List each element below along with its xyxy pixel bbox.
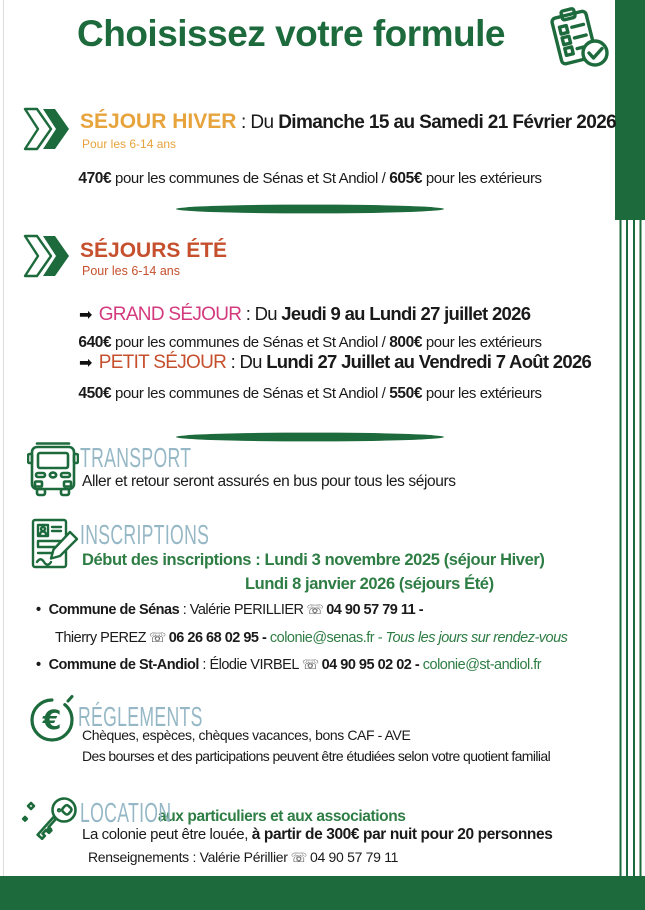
contact-standiol-line xyxy=(36,652,567,680)
double-chevron-icon xyxy=(22,233,70,284)
contact-senas-line2 xyxy=(36,625,567,653)
price-ext: 800€ xyxy=(389,334,423,351)
key-icon xyxy=(18,792,84,863)
reglements-title-text: RÉGLEMENTS xyxy=(78,701,203,732)
sejour-hiver-ages: Pour les 6-14 ans xyxy=(82,137,177,151)
transport-heading xyxy=(80,442,257,474)
phone-number: 04 90 57 79 11 - xyxy=(326,602,424,618)
bus-icon xyxy=(27,440,79,503)
grand-sejour-label: GRAND SÉJOUR xyxy=(98,304,242,325)
petit-sejour-label: PETIT SÉJOUR xyxy=(98,352,227,373)
inscriptions-title-text: INSCRIPTIONS xyxy=(80,519,210,550)
contact-text: Thierry PEREZ xyxy=(55,629,146,646)
phone-icon: ☏ xyxy=(149,629,166,646)
inscriptions-start-line1: Début des inscriptions : Lundi 3 novembre 2025 (séjour Hiver) xyxy=(82,551,545,569)
phone-icon: ☏ xyxy=(306,602,324,618)
grand-sejour-dates: Jeudi 9 au Lundi 27 juillet 2026 xyxy=(281,303,531,324)
price-local: 640€ xyxy=(78,334,112,351)
email-senas-link[interactable]: colonie@senas.fr xyxy=(269,629,375,646)
location-heading xyxy=(80,797,406,829)
contact-senas-line1 xyxy=(36,597,567,625)
sejour-hiver-dates: Dimanche 15 au Samedi 21 Février 2026 xyxy=(278,112,617,133)
petit-sejour-price xyxy=(10,385,610,403)
right-arrow-icon: ➡ xyxy=(79,353,92,372)
bullet-icon: • xyxy=(36,602,41,618)
right-arrow-icon: ➡ xyxy=(79,305,92,324)
contact-text: : Valérie PERILLIER xyxy=(179,602,304,618)
location-contact xyxy=(88,849,398,866)
price-local: 450€ xyxy=(78,385,112,402)
transport-body: Aller et retour seront assurés en bus pour tous les séjours xyxy=(82,473,456,490)
location-title xyxy=(80,797,172,829)
sejour-hiver-heading xyxy=(80,110,616,134)
grand-sejour-price xyxy=(10,334,610,352)
petit-sejour-heading xyxy=(79,351,591,374)
price-ext: 605€ xyxy=(389,170,423,187)
phone-icon: ☏ xyxy=(290,851,307,866)
sejour-hiver-price xyxy=(10,170,610,188)
location-body-text: La colonie peut être louée, xyxy=(82,826,252,843)
registration-form-icon xyxy=(28,517,80,578)
petit-sejour-dates: Lundi 27 Juillet au Vendredi 7 Août 2026 xyxy=(266,351,592,372)
reglements-line2: Des bourses et des participations peuvent être étudiées selon votre quotient familial xyxy=(82,748,551,764)
commune-senas: Commune de Sénas xyxy=(48,602,180,618)
location-body xyxy=(82,826,552,844)
commune-standiol: Commune de St-Andiol xyxy=(48,657,199,673)
contact-note: Tous les jours sur rendez-vous xyxy=(385,629,568,646)
grand-sejour-heading xyxy=(79,303,530,326)
date-prefix: : Du xyxy=(226,351,267,372)
svg-text:€: € xyxy=(42,705,62,736)
divider xyxy=(176,201,444,219)
contacts-list xyxy=(36,597,567,680)
bullet-icon: • xyxy=(36,657,41,673)
contact-text: - xyxy=(374,629,386,646)
euro-circle-icon xyxy=(27,694,77,749)
date-prefix: : Du xyxy=(236,112,279,133)
price-ext: 550€ xyxy=(389,385,423,402)
phone-number: 06 26 68 02 95 - xyxy=(168,629,270,646)
phone-number: 04 90 95 02 02 - xyxy=(321,657,423,673)
right-edge-stripes xyxy=(615,220,645,876)
inscriptions-start-line2: Lundi 8 janvier 2026 (séjours Été) xyxy=(245,575,494,593)
price-local: 470€ xyxy=(78,170,112,187)
right-edge-bar xyxy=(615,0,645,222)
date-prefix: : Du xyxy=(241,303,282,324)
price-text: pour les communes de Sénas et St Andiol / xyxy=(111,385,390,402)
double-chevron-icon xyxy=(22,106,70,157)
transport-title-text: TRANSPORT xyxy=(80,442,192,473)
page-title: Choisissez votre formule xyxy=(77,13,506,54)
page-edge-line xyxy=(3,0,4,910)
location-title-text: LOCATION xyxy=(80,797,172,828)
sejour-hiver-label: SÉJOUR HIVER xyxy=(80,110,237,133)
contact-text: : Élodie VIRBEL xyxy=(198,657,299,673)
price-text: pour les communes de Sénas et St Andiol / xyxy=(111,334,390,351)
price-text: pour les extérieurs xyxy=(422,334,542,351)
bottom-edge-bar xyxy=(0,876,645,910)
sejours-ete-ages: Pour les 6-14 ans xyxy=(82,264,180,278)
phone-icon: ☏ xyxy=(301,657,319,673)
location-subtitle: aux particuliers et aux associations xyxy=(158,808,406,825)
price-text: pour les communes de Sénas et St Andiol / xyxy=(111,170,390,187)
contact-text: Renseignements : Valérie Périllier xyxy=(88,849,288,865)
sejours-ete-label: SÉJOURS ÉTÉ xyxy=(80,239,228,262)
inscriptions-heading xyxy=(80,519,285,551)
email-standiol-link[interactable]: colonie@st-andiol.fr xyxy=(422,657,542,673)
phone-number: 04 90 57 79 11 xyxy=(309,849,399,865)
location-body-bold: à partir de 300€ par nuit pour 20 personnes xyxy=(251,826,553,843)
price-text: pour les extérieurs xyxy=(422,170,542,187)
clipboard-check-icon xyxy=(542,4,612,75)
price-text: pour les extérieurs xyxy=(422,385,542,402)
reglements-line1: Chèques, espèces, chèques vacances, bons CAF - AVE xyxy=(82,727,411,743)
